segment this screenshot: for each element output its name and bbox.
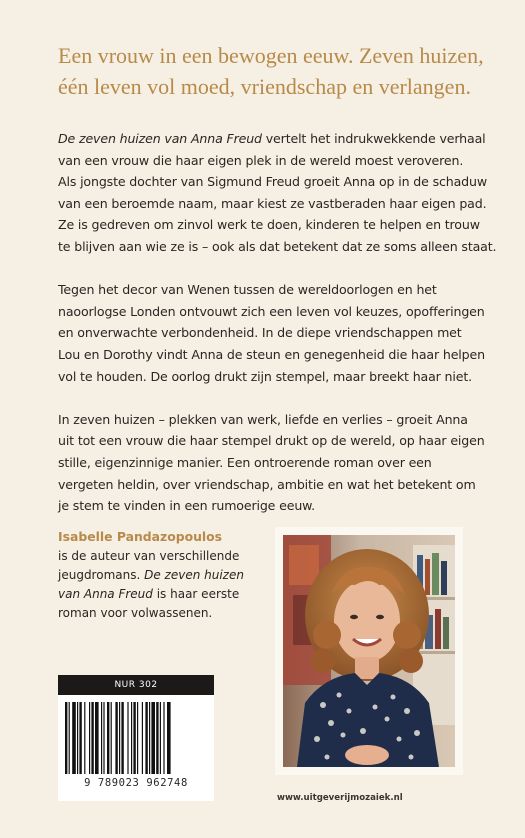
nur-code: NUR 302 bbox=[58, 675, 214, 695]
blurb-paragraph-3 bbox=[58, 409, 488, 517]
barcode-bar bbox=[95, 702, 99, 774]
blurb-line bbox=[58, 128, 488, 150]
barcode-bar bbox=[91, 702, 93, 774]
blurb bbox=[58, 128, 497, 538]
barcode-bar bbox=[77, 702, 78, 774]
blurb-line: Als jongste dochter van Sigmund Freud groeit Anna op in de schaduw bbox=[58, 174, 487, 190]
author-photo bbox=[283, 535, 455, 767]
blurb-line: naoorlogse Londen ontvouwt zich een leven vol keuzes, opofferingen bbox=[58, 303, 485, 319]
author-bio-line bbox=[58, 566, 258, 585]
barcode-bar bbox=[79, 702, 81, 774]
author-bio-line: roman voor volwassenen. bbox=[58, 606, 213, 620]
barcode-bar bbox=[131, 702, 132, 774]
blurb-line: vergeten heldin, over vriendschap, ambitie en wat het betekent om bbox=[58, 476, 476, 492]
barcode-bar bbox=[103, 702, 104, 774]
blurb-line: Lou en Dorothy vindt Anna de steun en genegenheid die haar helpen bbox=[58, 346, 485, 362]
blurb-line: en onverwachte verbondenheid. In de diepe vriendschappen met bbox=[58, 325, 462, 341]
author-bio-text: is haar eerste bbox=[152, 587, 240, 601]
barcode-bar bbox=[151, 702, 155, 774]
barcode-bar bbox=[160, 702, 161, 774]
barcode-bar bbox=[119, 702, 120, 774]
blurb-line: Tegen het decor van Wenen tussen de wereldoorlogen en het bbox=[58, 282, 437, 298]
barcode-bar bbox=[156, 702, 158, 774]
barcode-bar bbox=[133, 702, 135, 774]
barcode-bar bbox=[127, 702, 128, 774]
barcode-bar bbox=[167, 702, 171, 774]
barcode-icon bbox=[63, 702, 209, 774]
author-bio-line bbox=[58, 585, 258, 604]
blurb-paragraph-1 bbox=[58, 128, 497, 258]
barcode-bar bbox=[115, 702, 117, 774]
blurb-line: te blijven aan wie ze is – ook als dat betekent dat ze soms alleen staat. bbox=[58, 238, 497, 254]
blurb-line: van een beroemde naam, maar kiest ze vastberaden haar eigen pad. bbox=[58, 195, 487, 211]
author-portrait-image bbox=[283, 535, 455, 767]
blurb-line: In zeven huizen – plekken van werk, liefde en verlies – groeit Anna bbox=[58, 411, 468, 427]
barcode-bar bbox=[111, 702, 112, 774]
blurb-paragraph-2 bbox=[58, 279, 488, 387]
book-title-italic: van Anna Freud bbox=[58, 587, 153, 601]
barcode-bar bbox=[163, 702, 164, 774]
barcode-bar bbox=[149, 702, 150, 774]
author-name: Isabelle Pandazopoulos bbox=[58, 529, 223, 544]
blurb-line: je stem te vinden in een rumoerige eeuw. bbox=[58, 498, 316, 514]
author-bio-line: is de auteur van verschillende bbox=[58, 549, 240, 563]
tagline bbox=[58, 40, 484, 102]
author-photo-frame bbox=[275, 527, 463, 775]
blurb-line: van een vrouw die haar eigen plek in de wereld moest veroveren. bbox=[58, 152, 464, 168]
blurb-line-rest: vertelt het indrukwekkende verhaal bbox=[261, 131, 486, 146]
publisher-website: www.uitgeverijmozaiek.nl bbox=[277, 793, 403, 803]
barcode-bar bbox=[107, 702, 109, 774]
barcode-bar bbox=[145, 702, 147, 774]
tagline-line: één leven vol moed, vriendschap en verlangen. bbox=[58, 74, 471, 99]
barcode-bar bbox=[69, 702, 70, 774]
blurb-line: uit tot een vrouw die haar stempel drukt op de wereld, op haar eigen bbox=[58, 433, 485, 449]
blurb-line: stille, eigenzinnige manier. Een ontroerende roman over een bbox=[58, 454, 432, 470]
barcode-bar bbox=[72, 702, 76, 774]
barcode-bar bbox=[101, 702, 102, 774]
barcode-bar bbox=[142, 702, 143, 774]
barcode-bar bbox=[137, 702, 138, 774]
book-title-italic: De zeven huizen van Anna Freud bbox=[58, 131, 262, 146]
author-bio bbox=[58, 527, 258, 623]
barcode-bar bbox=[121, 702, 123, 774]
barcode-bar bbox=[65, 702, 67, 774]
tagline-line: Een vrouw in een bewogen eeuw. Zeven huizen, bbox=[58, 43, 484, 68]
blurb-line: Ze is gedreven om zinvol werk te doen, kinderen te helpen en trouw bbox=[58, 217, 480, 233]
blurb-line: vol te houden. De oorlog drukt zijn stempel, maar breekt haar niet. bbox=[58, 368, 472, 384]
barcode-box bbox=[58, 675, 214, 801]
barcode-bar bbox=[89, 702, 90, 774]
isbn-number: 9 789023 962748 bbox=[84, 777, 188, 789]
book-title-italic: De zeven huizen bbox=[144, 568, 244, 582]
barcode-bar bbox=[84, 702, 85, 774]
author-bio-text: jeugdromans. bbox=[58, 568, 145, 582]
